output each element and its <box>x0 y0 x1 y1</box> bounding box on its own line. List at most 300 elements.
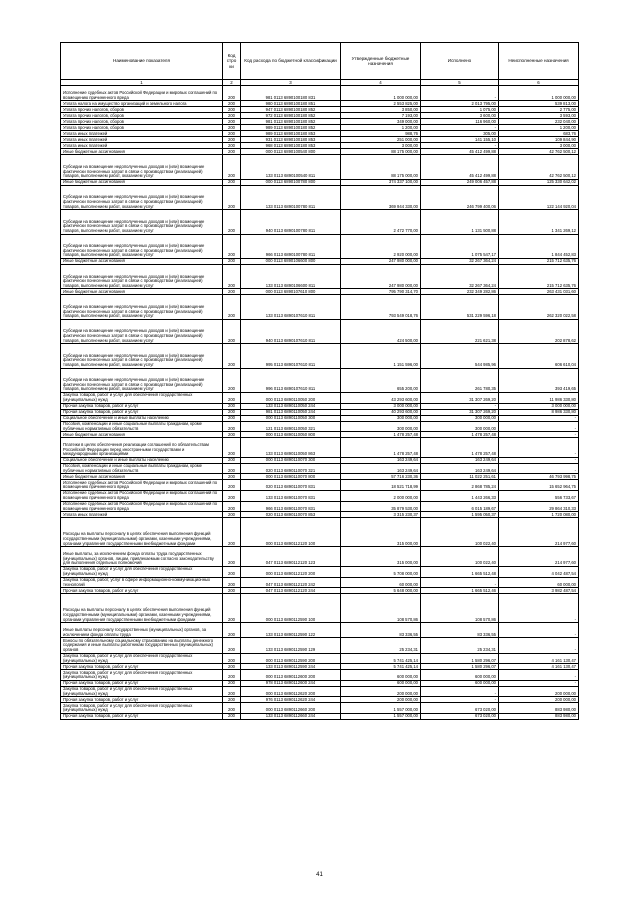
row-name: Пособия, компенсации и иные социальные выплаты гражданам, кроме публичных нормативных обязательств <box>61 463 223 474</box>
row-line-code: 200 <box>223 664 241 670</box>
row-line-code: 200 <box>223 547 241 567</box>
row-remaining: 215 712 635,76 <box>499 258 579 264</box>
row-executed: - <box>421 125 499 131</box>
row-approved: 600 000,00 <box>341 680 421 686</box>
table-body <box>61 86 579 720</box>
row-line-code: 200 <box>223 392 241 403</box>
row-remaining: 263 431 031,60 <box>499 289 579 295</box>
table-row <box>61 491 579 502</box>
row-line-code: 200 <box>223 421 241 432</box>
row-line-code: 200 <box>223 143 241 149</box>
row-approved: 247 980 000,00 <box>341 258 421 264</box>
row-budget-code: 976 0113 6890112620 244 <box>241 697 341 703</box>
row-budget-code: 020 0113 6890110070 321 <box>241 463 341 474</box>
table-row <box>61 653 579 664</box>
row-remaining: 1 720 080,00 <box>499 512 579 518</box>
row-line-code: 200 <box>223 210 241 234</box>
row-budget-code: 000 0113 6890110050 800 <box>241 432 341 438</box>
row-executed: 600 000,00 <box>421 670 499 681</box>
row-line-code: 200 <box>223 344 241 368</box>
header-num-6: 6 <box>499 80 579 86</box>
row-line-code: 200 <box>223 131 241 137</box>
row-name: Социальное обеспечение и иные выплаты населению <box>61 457 223 463</box>
row-approved: 88 175 000,00 <box>341 149 421 155</box>
header-num-5: 5 <box>421 80 499 86</box>
row-remaining: 3 593,00 <box>499 113 579 119</box>
row-executed: 300 000,00 <box>421 415 499 421</box>
table-row <box>61 623 579 638</box>
row-budget-code: 000 0113 6890110070 800 <box>241 474 341 480</box>
row-budget-code: 980 0113 6890100180 851 <box>241 101 341 107</box>
table-row <box>61 319 579 343</box>
row-line-code: 200 <box>223 594 241 623</box>
row-approved: 251 000,00 <box>341 137 421 143</box>
row-line-code: 200 <box>223 149 241 155</box>
table-row <box>61 155 579 179</box>
row-remaining: 46 793 998,75 <box>499 474 579 480</box>
row-name: Прочая закупка товаров, работ и услуг <box>61 714 223 720</box>
row-name: Закупка товаров, работ и услуг для обеспечения государственных (муниципальных) нужд <box>61 567 223 578</box>
row-remaining: 3 000 000,00 <box>499 403 579 409</box>
row-executed: 1 595 050,37 <box>421 512 499 518</box>
row-line-code: 200 <box>223 714 241 720</box>
row-name: Прочая закупка товаров, работ и услуг <box>61 680 223 686</box>
row-remaining: 125 330 642,02 <box>499 179 579 185</box>
row-approved: 35 879 530,00 <box>341 501 421 512</box>
row-executed: 531 229 596,18 <box>421 295 499 319</box>
row-remaining: 606 610,04 <box>499 344 579 368</box>
row-name: Субсидии на возмещение недополученных доходов и (или) возмещение фактически понесенных затрат в связи с производством (реализацией) товаров, выполнением работ, оказанием услуг <box>61 319 223 343</box>
row-executed: 1 131 500,88 <box>421 210 499 234</box>
row-name: Платежи в целях обеспечения реализации соглашений по обязательствам Российской Федерации перед иностранными государствами и международными организациями <box>61 438 223 458</box>
row-line-code: 200 <box>223 432 241 438</box>
row-name: Исполнение судебных актов Российской Федерации и мировых соглашений по возмещению причиненного вреда <box>61 86 223 101</box>
table-row <box>61 185 579 209</box>
row-name: Исполнение судебных актов Российской Федерации и мировых соглашений по возмещению причиненного вреда <box>61 480 223 491</box>
row-name: Взносы по обязательному социальному страхованию на выплаты денежного содержания и иные выплаты работникам государственных (муниципальных) органов <box>61 638 223 653</box>
table-row <box>61 368 579 392</box>
row-name: Иные бюджетные ассигнования <box>61 474 223 480</box>
row-remaining: - <box>499 457 579 463</box>
row-name: Уплата прочих налогов, сборов <box>61 125 223 131</box>
row-approved: 2 000 000,00 <box>341 491 421 502</box>
row-budget-code: 000 0113 6890110050 300 <box>241 415 341 421</box>
row-approved: 2 920 000,00 <box>341 234 421 258</box>
row-budget-code: 133 0113 6890112660 244 <box>241 714 341 720</box>
row-budget-code: 000 0113 6890106600 800 <box>241 258 341 264</box>
row-remaining: 200 000,00 <box>499 686 579 697</box>
row-name: Уплата иных платежей <box>61 137 223 143</box>
row-line-code: 200 <box>223 512 241 518</box>
row-executed: 83 336,55 <box>421 623 499 638</box>
row-budget-code: 133 0113 6890100780 811 <box>241 185 341 209</box>
table-row <box>61 714 579 720</box>
row-executed: 544 985,96 <box>421 344 499 368</box>
row-executed: 25 234,31 <box>421 638 499 653</box>
row-line-code: 200 <box>223 415 241 421</box>
row-budget-code: 133 0113 6890112590 244 <box>241 664 341 670</box>
row-line-code: 200 <box>223 125 241 131</box>
row-remaining: 4 042 487,54 <box>499 567 579 578</box>
row-name: Иные выплаты, за исключением фонда оплаты труда государственных (муниципальных) органов, лицам, привлекаемым согласно законодательству для выполнения отдельных полномочий <box>61 547 223 567</box>
row-executed: 2 868 785,24 <box>421 480 499 491</box>
row-remaining: - <box>499 638 579 653</box>
row-name: Уплата иных платежей <box>61 131 223 137</box>
row-budget-code: 000 0113 6890107610 800 <box>241 289 341 295</box>
row-remaining: 393 419,65 <box>499 368 579 392</box>
row-executed: 1 665 512,48 <box>421 567 499 578</box>
row-approved: 1 000 000,00 <box>341 86 421 101</box>
row-approved: 57 716 230,36 <box>341 474 421 480</box>
row-approved: 315 000,00 <box>341 547 421 567</box>
table-row <box>61 344 579 368</box>
row-name: Закупка товаров, работ, услуг в сфере информационно-коммуникационных технологий <box>61 577 223 588</box>
row-line-code: 200 <box>223 86 241 101</box>
row-approved: 83 336,55 <box>341 623 421 638</box>
row-executed: 300 000,00 <box>421 421 499 432</box>
row-line-code: 200 <box>223 697 241 703</box>
row-budget-code: 000 0113 6890112590 100 <box>241 594 341 623</box>
row-executed: 1 443 266,33 <box>421 491 499 502</box>
row-remaining: 15 652 964,75 <box>499 480 579 491</box>
row-remaining: 42 762 500,12 <box>499 149 579 155</box>
row-executed: 1 665 512,46 <box>421 588 499 594</box>
row-line-code: 200 <box>223 319 241 343</box>
row-remaining: 109 844,90 <box>499 137 579 143</box>
row-approved: 200 000,00 <box>341 697 421 703</box>
row-remaining: 202 878,62 <box>499 319 579 343</box>
table-header <box>61 43 579 86</box>
row-executed: 1 580 296,07 <box>421 664 499 670</box>
row-name: Субсидии на возмещение недополученных доходов и (или) возмещение фактически понесенных затрат в связи с производством (реализацией) товаров, выполнением работ, оказанием услуг <box>61 368 223 392</box>
row-name: Расходы на выплаты персоналу в целях обеспечения выполнения функций государственными (муниципальными) органами, казенными учреждениями, органами управления государственными внебюджетными фондами <box>61 594 223 623</box>
row-remaining: 122 144 920,04 <box>499 185 579 209</box>
row-budget-code: 133 0113 6890107610 811 <box>241 295 341 319</box>
row-budget-code: 947 0113 6890100180 852 <box>241 107 341 113</box>
header-executed: Исполнено <box>421 43 499 80</box>
row-line-code: 200 <box>223 409 241 415</box>
table-row <box>61 392 579 403</box>
row-approved: 108 570,86 <box>341 594 421 623</box>
row-line-code: 200 <box>223 686 241 697</box>
row-executed: 246 799 400,06 <box>421 185 499 209</box>
row-remaining: 3 982 487,54 <box>499 588 579 594</box>
row-approved: 163 249,64 <box>341 457 421 463</box>
row-name: Социальное обеспечение и иные выплаты населению <box>61 415 223 421</box>
table-row <box>61 703 579 714</box>
row-line-code: 200 <box>223 101 241 107</box>
row-line-code: 200 <box>223 119 241 125</box>
row-name: Субсидии на возмещение недополученных доходов и (или) возмещение фактически понесенных затрат в связи с производством (реализацией) товаров, выполнением работ, оказанием услуг <box>61 155 223 179</box>
row-name: Закупка товаров, работ и услуг для обеспечения государственных (муниципальных) нужд <box>61 686 223 697</box>
row-remaining: 60 000,00 <box>499 577 579 588</box>
header-line-code: Код стро ки <box>223 43 241 80</box>
row-executed: 163 249,64 <box>421 463 499 474</box>
row-executed: - <box>421 86 499 101</box>
header-indicator-name: Наименование показателя <box>61 43 223 80</box>
row-approved: 5 741 425,14 <box>341 653 421 664</box>
row-name: Прочая закупка товаров, работ и услуг <box>61 697 223 703</box>
row-remaining: 214 977,60 <box>499 518 579 547</box>
row-approved: 349 000,00 <box>341 119 421 125</box>
row-remaining: 1 000 000,00 <box>499 86 579 101</box>
row-executed: 249 006 457,88 <box>421 179 499 185</box>
row-name: Закупка товаров, работ и услуг для обеспечения государственных (муниципальных) нужд <box>61 703 223 714</box>
budget-table <box>60 42 579 720</box>
row-name: Закупка товаров, работ и услуг для обеспечения государственных (муниципальных) нужд <box>61 392 223 403</box>
row-approved: 3 000 000,00 <box>341 403 421 409</box>
row-name: Субсидии на возмещение недополученных доходов и (или) возмещение фактически понесенных затрат в связи с производством (реализацией) товаров, выполнением работ, оказанием услуг <box>61 210 223 234</box>
row-budget-code: 989 0113 6890100180 852 <box>241 125 341 131</box>
row-remaining: 214 977,60 <box>499 547 579 567</box>
row-budget-code: 133 0113 6890112590 122 <box>241 623 341 638</box>
row-line-code: 200 <box>223 480 241 491</box>
row-remaining: 1 341 269,12 <box>499 210 579 234</box>
table-row <box>61 264 579 288</box>
row-approved: 3 850,00 <box>341 107 421 113</box>
row-approved: 2 553 825,00 <box>341 101 421 107</box>
row-executed: - <box>421 697 499 703</box>
row-remaining: - <box>499 438 579 458</box>
row-line-code: 200 <box>223 638 241 653</box>
row-name: Иные бюджетные ассигнования <box>61 432 223 438</box>
row-line-code: 200 <box>223 457 241 463</box>
row-executed: 232 349 282,86 <box>421 289 499 295</box>
row-budget-code: 981 0113 6890100180 831 <box>241 86 341 101</box>
row-executed: 673 020,00 <box>421 703 499 714</box>
row-executed: 673 020,00 <box>421 714 499 720</box>
row-executed: 2 013 795,00 <box>421 101 499 107</box>
row-budget-code: 047 0113 6890112120 244 <box>241 588 341 594</box>
row-remaining: 262 320 022,58 <box>499 295 579 319</box>
row-name: Расходы на выплаты персоналу в целях обеспечения выполнения функций государственными (муниципальными) органами, казенными учреждениями, органами управления государственными внебюджетными фондами <box>61 518 223 547</box>
row-line-code: 200 <box>223 567 241 578</box>
row-budget-code: 996 0113 6890107610 811 <box>241 368 341 392</box>
row-budget-code: 000 0113 6890100540 800 <box>241 149 341 155</box>
row-name: Уплата прочих налогов, сборов <box>61 113 223 119</box>
row-approved: 300 000,00 <box>341 421 421 432</box>
row-budget-code: 020 0113 6890110070 853 <box>241 512 341 518</box>
row-approved: 374 337 100,00 <box>341 179 421 185</box>
row-remaining: 1 844 452,83 <box>499 234 579 258</box>
row-name: Иные бюджетные ассигнования <box>61 149 223 155</box>
row-line-code: 200 <box>223 670 241 681</box>
row-remaining: 3 000,00 <box>499 143 579 149</box>
row-name: Прочая закупка товаров, работ и услуг <box>61 403 223 409</box>
row-remaining: 11 986 330,80 <box>499 392 579 403</box>
row-executed: 116 960,00 <box>421 119 499 125</box>
table-row <box>61 480 579 491</box>
table-row <box>61 210 579 234</box>
row-executed: 163 249,64 <box>421 457 499 463</box>
row-name: Закупка товаров, работ и услуг для обеспечения государственных (муниципальных) нужд <box>61 670 223 681</box>
row-budget-code: 133 0113 6890100540 811 <box>241 155 341 179</box>
row-approved: 5 648 000,00 <box>341 588 421 594</box>
row-approved: 5 708 000,00 <box>341 567 421 578</box>
row-remaining: - <box>499 670 579 681</box>
row-name: Субсидии на возмещение недополученных доходов и (или) возмещение фактически понесенных затрат в связи с производством (реализацией) товаров, выполнением работ, оказанием услуг <box>61 234 223 258</box>
row-executed: 600 000,00 <box>421 680 499 686</box>
row-remaining: - <box>499 680 579 686</box>
row-line-code: 200 <box>223 680 241 686</box>
row-executed: 3 600,00 <box>421 113 499 119</box>
row-line-code: 200 <box>223 588 241 594</box>
row-name: Иные бюджетные ассигнования <box>61 258 223 264</box>
table-row <box>61 670 579 681</box>
row-name: Субсидии на возмещение недополученных доходов и (или) возмещение фактически понесенных затрат в связи с производством (реализацией) товаров, выполнением работ, оказанием услуг <box>61 295 223 319</box>
row-budget-code: 133 0113 6890110070 831 <box>241 491 341 502</box>
table-row <box>61 438 579 458</box>
row-budget-code: 981 0113 6890100180 852 <box>241 119 341 125</box>
row-budget-code: 978 0113 6890112600 244 <box>241 680 341 686</box>
row-approved: 315 000,00 <box>341 518 421 547</box>
row-budget-code: 000 0113 6890112660 200 <box>241 703 341 714</box>
table-row <box>61 463 579 474</box>
header-num-1: 1 <box>61 80 223 86</box>
table-row <box>61 547 579 567</box>
table-row <box>61 501 579 512</box>
row-line-code: 200 <box>223 438 241 458</box>
table-row <box>61 234 579 258</box>
header-num-2: 2 <box>223 80 241 86</box>
row-executed: 261 780,35 <box>421 368 499 392</box>
row-line-code: 200 <box>223 703 241 714</box>
row-approved: 1 557 000,00 <box>341 703 421 714</box>
row-approved: 793 549 018,76 <box>341 295 421 319</box>
row-remaining: 883 980,00 <box>499 714 579 720</box>
row-executed: 32 267 364,24 <box>421 258 499 264</box>
row-executed: - <box>421 577 499 588</box>
row-approved: 1 200,00 <box>341 125 421 131</box>
row-budget-code: 940 0113 6890100780 811 <box>241 210 341 234</box>
row-budget-code: 000 0113 6890112590 200 <box>241 653 341 664</box>
header-approved: Утвержденные бюджетные назначения <box>341 43 421 80</box>
row-line-code: 200 <box>223 185 241 209</box>
table-row <box>61 567 579 578</box>
row-name: Уплата налога на имущество организаций и земельного налога <box>61 101 223 107</box>
row-budget-code: 000 0113 6890112620 200 <box>241 686 341 697</box>
row-budget-code: 000 0113 6890112120 200 <box>241 567 341 578</box>
row-remaining: 883 980,00 <box>499 703 579 714</box>
page-number: 41 <box>316 872 323 878</box>
row-remaining: 232 040,00 <box>499 119 579 125</box>
row-executed: 221 621,38 <box>421 319 499 343</box>
row-remaining: - <box>499 415 579 421</box>
row-executed: 45 412 499,88 <box>421 155 499 179</box>
row-remaining: 556 733,67 <box>499 491 579 502</box>
row-line-code: 200 <box>223 258 241 264</box>
row-executed: 1 478 257,48 <box>421 432 499 438</box>
row-line-code: 200 <box>223 463 241 474</box>
row-approved: 795 790 314,70 <box>341 289 421 295</box>
row-executed: 1 075 547,17 <box>421 234 499 258</box>
row-name: Прочая закупка товаров, работ и услуг <box>61 664 223 670</box>
row-line-code: 200 <box>223 107 241 113</box>
row-executed: 45 412 499,88 <box>421 149 499 155</box>
row-approved: 163 249,64 <box>341 463 421 474</box>
row-name: Уплата иных платежей <box>61 143 223 149</box>
row-line-code: 200 <box>223 368 241 392</box>
table-row <box>61 594 579 623</box>
row-approved: 3 000,00 <box>341 143 421 149</box>
row-approved: 3 315 230,37 <box>341 512 421 518</box>
row-executed: 100 022,40 <box>421 518 499 547</box>
row-line-code: 200 <box>223 501 241 512</box>
row-remaining: 4 161 130,47 <box>499 653 579 664</box>
row-line-code: 200 <box>223 234 241 258</box>
row-budget-code: 047 0113 6890112120 242 <box>241 577 341 588</box>
row-remaining: 2 775,00 <box>499 107 579 113</box>
row-remaining: 683,76 <box>499 131 579 137</box>
row-approved: 88 175 000,00 <box>341 155 421 179</box>
row-approved: 25 234,31 <box>341 638 421 653</box>
row-budget-code: 133 0113 6890110050 244 <box>241 403 341 409</box>
row-executed: 32 267 364,24 <box>421 264 499 288</box>
row-executed: 141 155,10 <box>421 137 499 143</box>
row-executed: 305,00 <box>421 131 499 137</box>
row-budget-code: 121 0113 6890110050 321 <box>241 421 341 432</box>
row-remaining: 4 161 130,47 <box>499 664 579 670</box>
row-remaining: - <box>499 623 579 638</box>
row-approved: 247 980 000,00 <box>341 264 421 288</box>
row-approved: 1 557 000,00 <box>341 714 421 720</box>
budget-execution-sheet <box>60 42 578 720</box>
row-line-code: 200 <box>223 491 241 502</box>
row-approved: 5 741 425,14 <box>341 664 421 670</box>
row-line-code: 200 <box>223 623 241 638</box>
row-remaining: 1 200,00 <box>499 125 579 131</box>
row-executed: 1 580 296,07 <box>421 653 499 664</box>
row-line-code: 200 <box>223 137 241 143</box>
table-row <box>61 686 579 697</box>
row-name: Уплата иных платежей <box>61 512 223 518</box>
row-budget-code: 000 0113 6890110070 300 <box>241 457 341 463</box>
row-budget-code: 133 0113 6890112590 129 <box>241 638 341 653</box>
table-row <box>61 577 579 588</box>
row-line-code: 200 <box>223 474 241 480</box>
row-approved: 1 151 596,00 <box>341 344 421 368</box>
row-line-code: 200 <box>223 113 241 119</box>
row-budget-code: 133 0113 6890110050 863 <box>241 438 341 458</box>
row-name: Иные выплаты персоналу государственных (муниципальных) органов, за исключением фонда оплаты труда <box>61 623 223 638</box>
table-row <box>61 86 579 101</box>
row-remaining: 200 000,00 <box>499 697 579 703</box>
row-executed: 100 022,40 <box>421 547 499 567</box>
row-name: Прочая закупка товаров, работ и услуг <box>61 588 223 594</box>
row-remaining: 42 762 500,12 <box>499 155 579 179</box>
row-approved: 1 478 257,48 <box>341 438 421 458</box>
row-name: Исполнение судебных актов Российской Федерации и мировых соглашений по возмещению причиненного вреда <box>61 491 223 502</box>
row-executed: - <box>421 686 499 697</box>
row-remaining: - <box>499 463 579 474</box>
row-remaining: - <box>499 421 579 432</box>
row-name: Субсидии на возмещение недополученных доходов и (или) возмещение фактически понесенных затрат в связи с производством (реализацией) товаров, выполнением работ, оказанием услуг <box>61 185 223 209</box>
table-row <box>61 518 579 547</box>
row-approved: 424 500,00 <box>341 319 421 343</box>
row-approved: 600 000,00 <box>341 670 421 681</box>
row-approved: 988,76 <box>341 131 421 137</box>
row-executed: 11 022 251,61 <box>421 474 499 480</box>
row-line-code: 200 <box>223 403 241 409</box>
row-approved: 7 193,00 <box>341 113 421 119</box>
row-budget-code: 047 0113 6890112120 123 <box>241 547 341 567</box>
header-num-3: 3 <box>241 80 341 86</box>
row-budget-code: 940 0113 6890107610 811 <box>241 319 341 343</box>
row-executed: 1 075,00 <box>421 107 499 113</box>
row-budget-code: 000 0113 6890110050 200 <box>241 392 341 403</box>
row-remaining: - <box>499 594 579 623</box>
row-budget-code: 972 0113 6890100180 852 <box>241 113 341 119</box>
